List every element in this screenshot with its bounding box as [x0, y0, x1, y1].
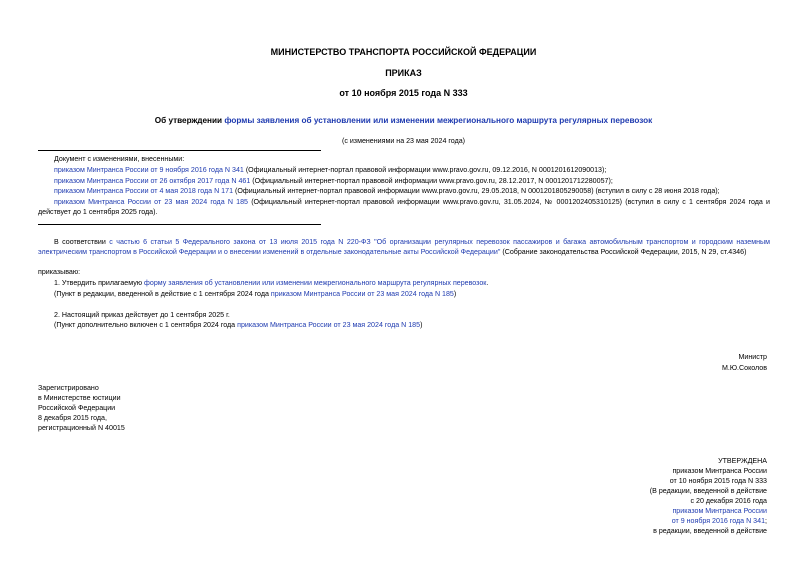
change-link[interactable]: приказом Минтранса России от 9 ноября 2016 года N 341 [54, 166, 244, 174]
approved-line: (В редакции, введенной в действие [649, 487, 767, 495]
approved-order-link[interactable]: от 9 ноября 2016 года N 341 [671, 517, 766, 525]
ministry-heading: МИНИСТЕРСТВО ТРАНСПОРТА РОССИЙСКОЙ ФЕДЕРАЦИИ [270, 47, 537, 57]
change-item: приказом Минтранса России от 4 мая 2018 года N 171 (Официальный интернет-портал правовой информации www.pravo.gov.ru, 29.05.2018, N 0001201805290058) (вступил в силу с 28 июня 2018 года); [54, 187, 720, 195]
order-185-link[interactable]: приказом Минтранса России от 23 мая 2024 года N 185 [237, 321, 421, 329]
divider-top [38, 150, 321, 151]
approved-title: УТВЕРЖДЕНА [718, 457, 767, 465]
title-prefix: Об утверждении [154, 116, 225, 125]
doc-type-heading: ПРИКАЗ [385, 68, 422, 78]
change-link[interactable]: приказом Минтранса России от 4 мая 2018 года N 171 [54, 187, 234, 195]
registration-line: регистрационный N 40015 [38, 424, 125, 432]
order-185-link[interactable]: приказом Минтранса России от 23 мая 2024 года N 185 [270, 290, 454, 298]
point-2: 2. Настоящий приказ действует до 1 сентября 2025 г. [54, 311, 230, 319]
approved-line: в редакции, введенной в действие [653, 527, 767, 535]
federal-law-link[interactable]: с частью 6 статьи 5 Федерального закона от 13 июля 2015 года N 220-ФЗ "Об организации регулярных перевозок пассажиров и багажа автомобильным транспортом и городским наземным электрическим транспортом в Российской Федерации и о внесении изменений в отдельные законодательные акты Российской Федерации" [38, 238, 770, 256]
registration-line: в Министерстве юстиции [38, 394, 121, 402]
approved-line: от 10 ноября 2015 года N 333 [669, 477, 767, 485]
changes-intro: Документ с изменениями, внесенными: [54, 155, 185, 163]
approved-line: с 20 декабря 2016 года [690, 497, 767, 505]
preamble-paragraph: В соответствии с частью 6 статьи 5 Федерального закона от 13 июля 2015 года N 220-ФЗ "Об организации регулярных перевозок пассажиров и багажа автомобильным транспортом и городским наземным электрическим транспортом в Российской Федерации и о внесении изменений в отдельные законодательные акты Российской Федерации" (Собрание законодательства Российской Федерации, 2015, N 29, ст.4346) [38, 238, 770, 256]
signature-position: Министр [738, 353, 767, 361]
point-2-note: (Пункт дополнительно включен с 1 сентября 2024 года приказом Минтранса России от 23 мая 2024 года N 185) [54, 321, 423, 329]
title-form-link[interactable]: формы заявления об установлении или изменении межрегионального маршрута регулярных перевозок [224, 116, 653, 125]
registration-line: Российской Федерации [38, 404, 116, 412]
order-word: приказываю: [38, 268, 81, 276]
registration-line: Зарегистрировано [38, 384, 99, 392]
registration-line: 8 декабря 2015 года, [38, 414, 107, 422]
doc-date-number: от 10 ноября 2015 года N 333 [339, 88, 468, 98]
amended-note: (с изменениями на 23 мая 2024 года) [341, 137, 466, 145]
change-item: приказом Минтранса России от 23 мая 2024 года N 185 (Официальный интернет-портал правовой информации www.pravo.gov.ru, 31.05.2024, № 0001202405310125) (вступил в силу с 1 сентября 2024 года и действует до 1 сентября 2025 года). [38, 198, 770, 216]
document-title [0, 116, 807, 125]
approved-order-link[interactable]: приказом Минтранса России [672, 507, 767, 515]
registration-block [38, 383, 125, 433]
signature-name: М.Ю.Соколов [722, 364, 767, 372]
divider-bottom [38, 224, 321, 225]
change-item: приказом Минтранса России от 26 октября 2017 года N 461 (Официальный интернет-портал правовой информации www.pravo.gov.ru, 28.12.2017, N 0001201712280057); [54, 177, 613, 185]
change-link[interactable]: приказом Минтранса России от 26 октября 2017 года N 461 [54, 177, 251, 185]
point-1-note: (Пункт в редакции, введенной в действие с 1 сентября 2024 года приказом Минтранса России от 23 мая 2024 года N 185) [54, 290, 457, 298]
approved-block: УТВЕРЖДЕНА приказом Минтранса России от 10 ноября 2015 года N 333 (В редакции, введенной в действие с 20 декабря 2016 года приказом Минтранса России от 9 ноября 2016 года N 341; в редакции, введенной в действие [649, 457, 767, 535]
form-link[interactable]: форму заявления об установлении или изменении межрегионального маршрута регулярных перевозок [144, 279, 487, 287]
point-1: 1. Утвердить прилагаемую форму заявления об установлении или изменении межрегионального маршрута регулярных перевозок. [54, 279, 489, 287]
change-item: приказом Минтранса России от 9 ноября 2016 года N 341 (Официальный интернет-портал правовой информации www.pravo.gov.ru, 09.12.2016, N 0001201612090013); [54, 166, 607, 174]
approved-line: приказом Минтранса России [672, 467, 767, 475]
change-link[interactable]: приказом Минтранса России от 23 мая 2024 года N 185 [54, 198, 248, 206]
